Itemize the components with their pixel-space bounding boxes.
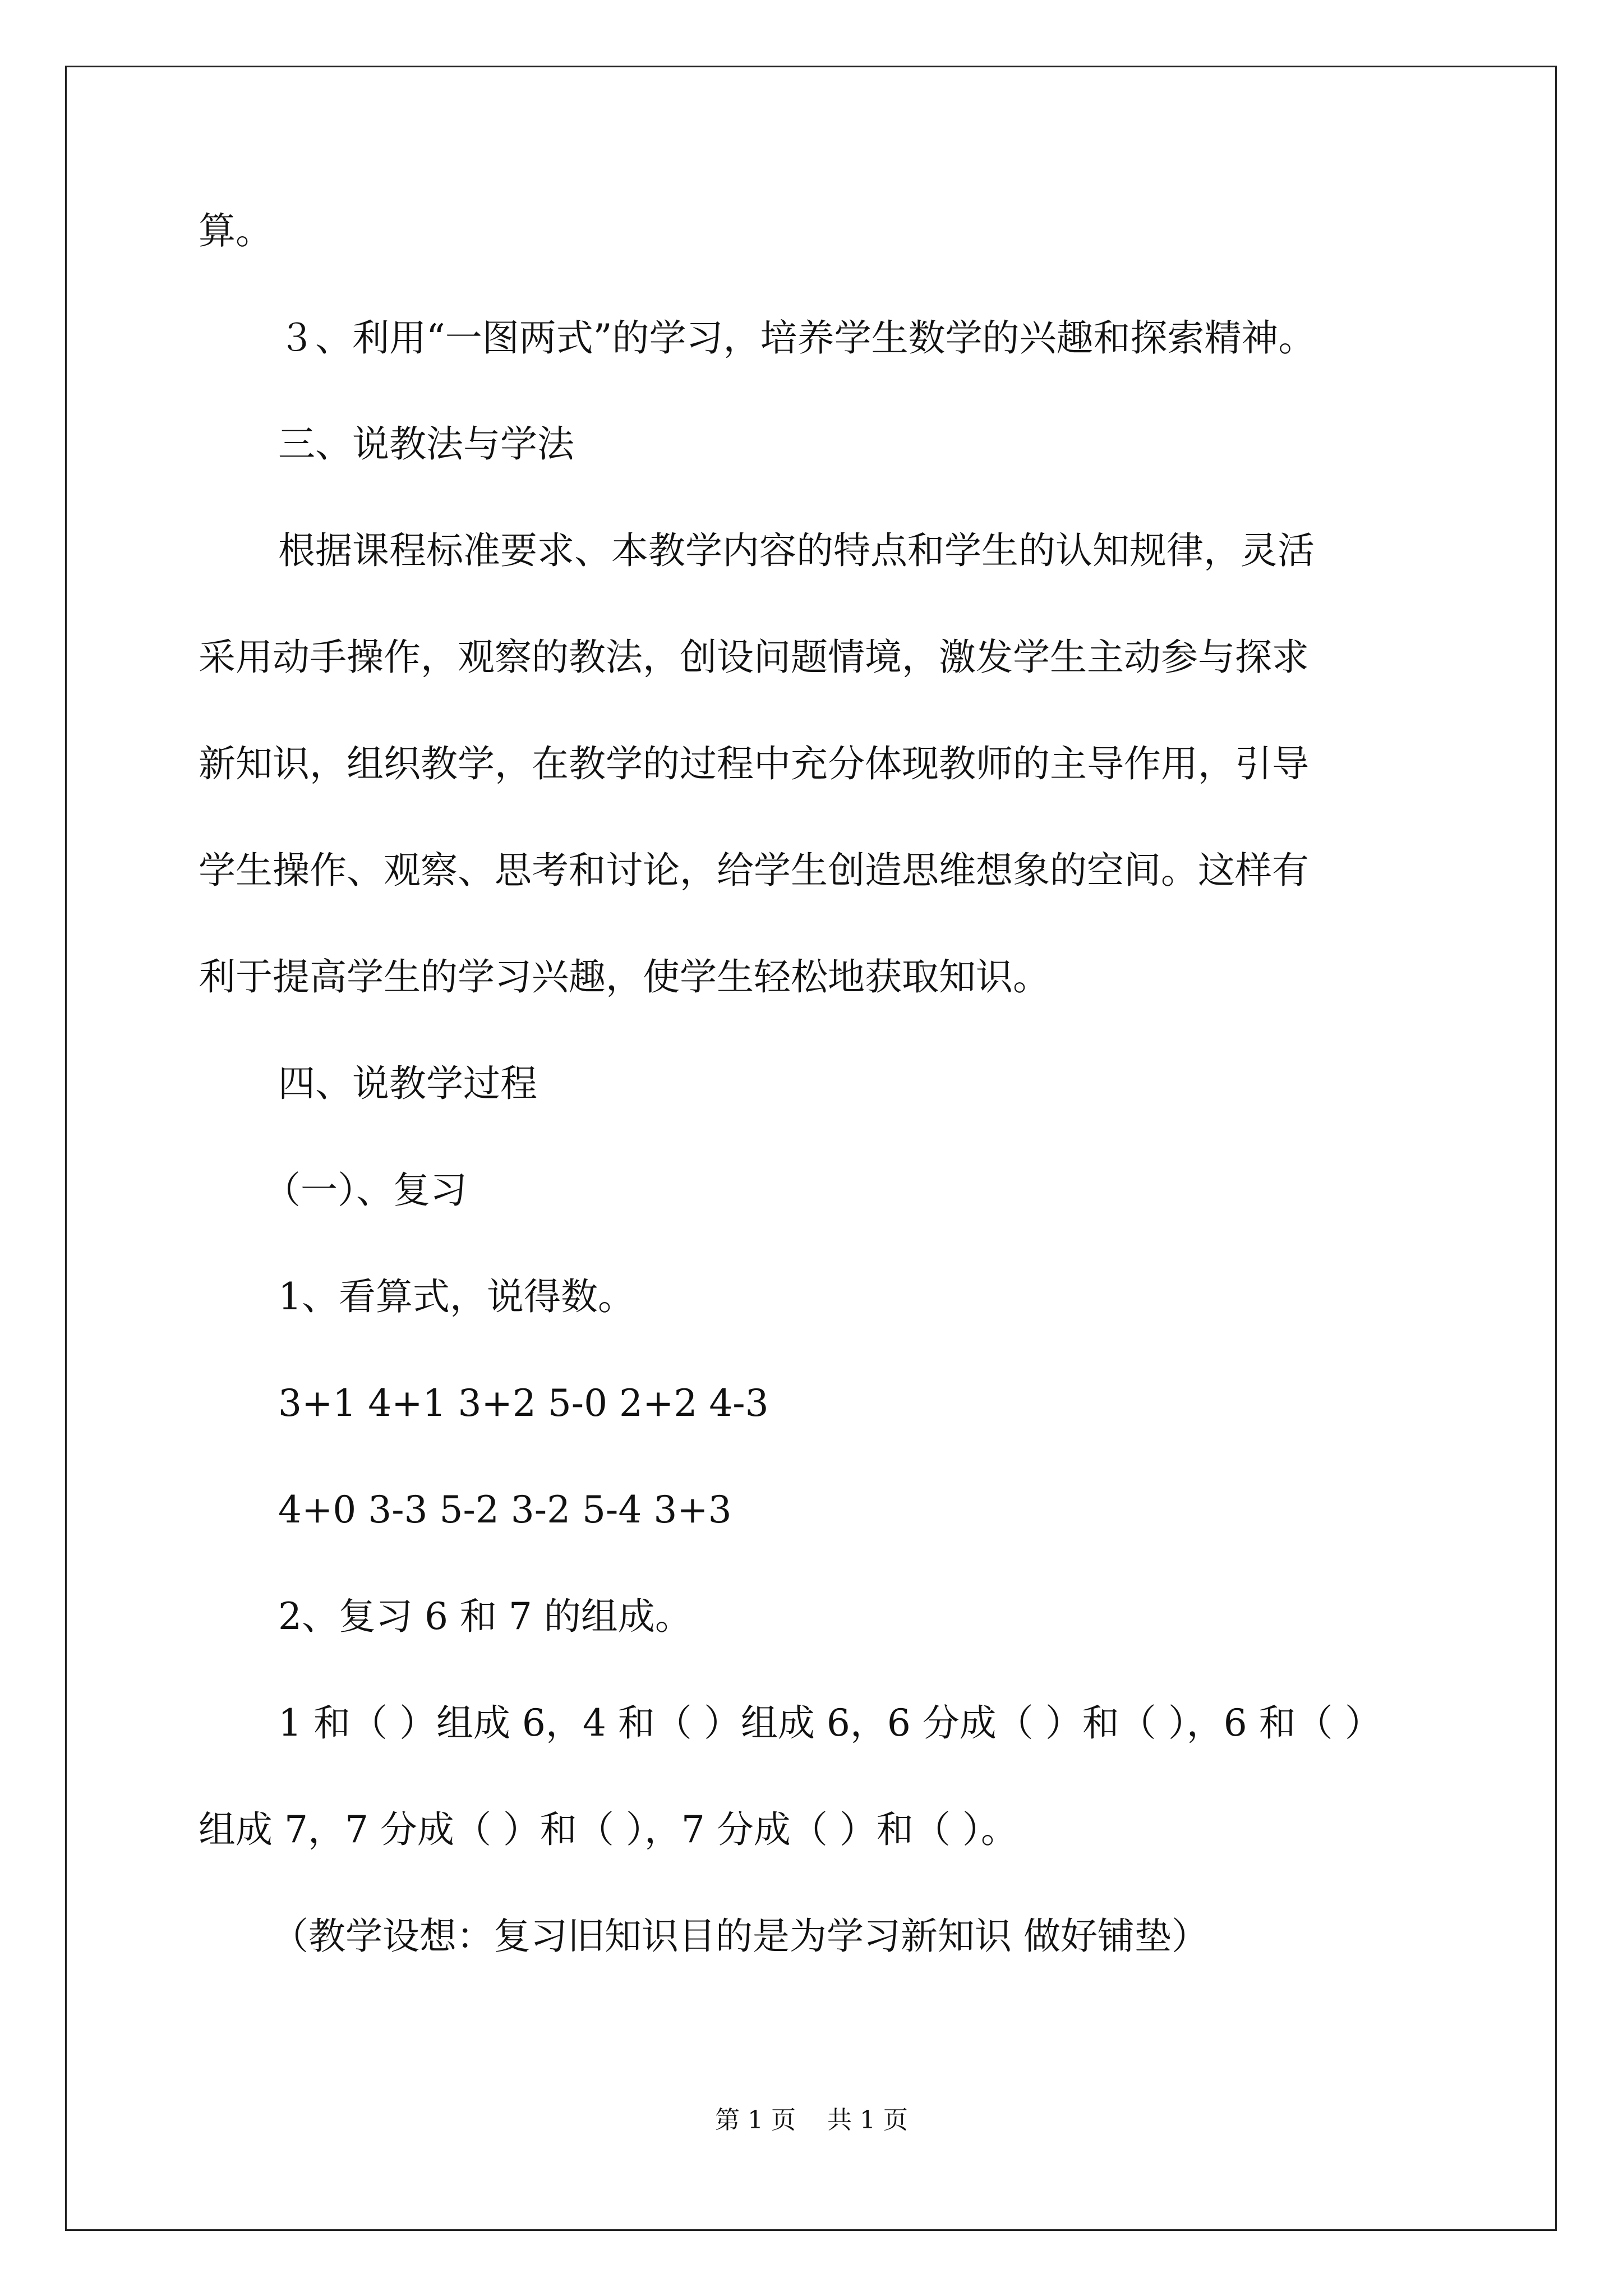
text-line-1: 算。 [199, 209, 273, 252]
text-line-16: 组成 7，7 分成（ ）和（ ），7 分成（ ）和（ ）。 [199, 1808, 1018, 1851]
text-line-17: （教学设想：复习旧知识目的是为学习新知识 做好铺垫） [271, 1915, 1209, 1958]
page-footer: 第 1 页 共 1 页 [715, 2106, 908, 2134]
subsection-heading-review: （一）、复习 [264, 1168, 467, 1212]
text-line-14: 2、复习 6 和 7 的组成。 [278, 1595, 692, 1638]
arithmetic-row-1: 3+1 4+1 3+2 5-0 2+2 4-3 [278, 1382, 769, 1425]
text-line-11: 1、看算式，说得数。 [278, 1275, 635, 1318]
page-border [65, 66, 1557, 2231]
text-line-2: ３、利用“一图两式”的学习，培养学生数学的兴趣和探索精神。 [278, 316, 1316, 360]
section-heading-4: 四、说教学过程 [278, 1062, 537, 1105]
arithmetic-row-2: 4+0 3-3 5-2 3-2 5-4 3+3 [278, 1488, 732, 1531]
text-line-7: 学生操作、观察、思考和讨论，给学生创造思维想象的空间。这样有 [199, 849, 1309, 892]
text-line-15: 1 和（ ）组成 6，4 和（ ）组成 6，6 分成（ ）和（ ），6 和（ ） [278, 1701, 1382, 1745]
text-line-6: 新知识，组织教学，在教学的过程中充分体现教师的主导作用，引导 [199, 742, 1309, 785]
section-heading-3: 三、说教法与学法 [278, 422, 574, 466]
text-line-4: 根据课程标准要求、本教学内容的特点和学生的认知规律，灵活 [278, 529, 1315, 572]
text-line-5: 采用动手操作，观察的教法，创设问题情境，激发学生主动参与探求 [199, 636, 1309, 679]
text-line-8: 利于提高学生的学习兴趣，使学生轻松地获取知识。 [199, 955, 1050, 999]
